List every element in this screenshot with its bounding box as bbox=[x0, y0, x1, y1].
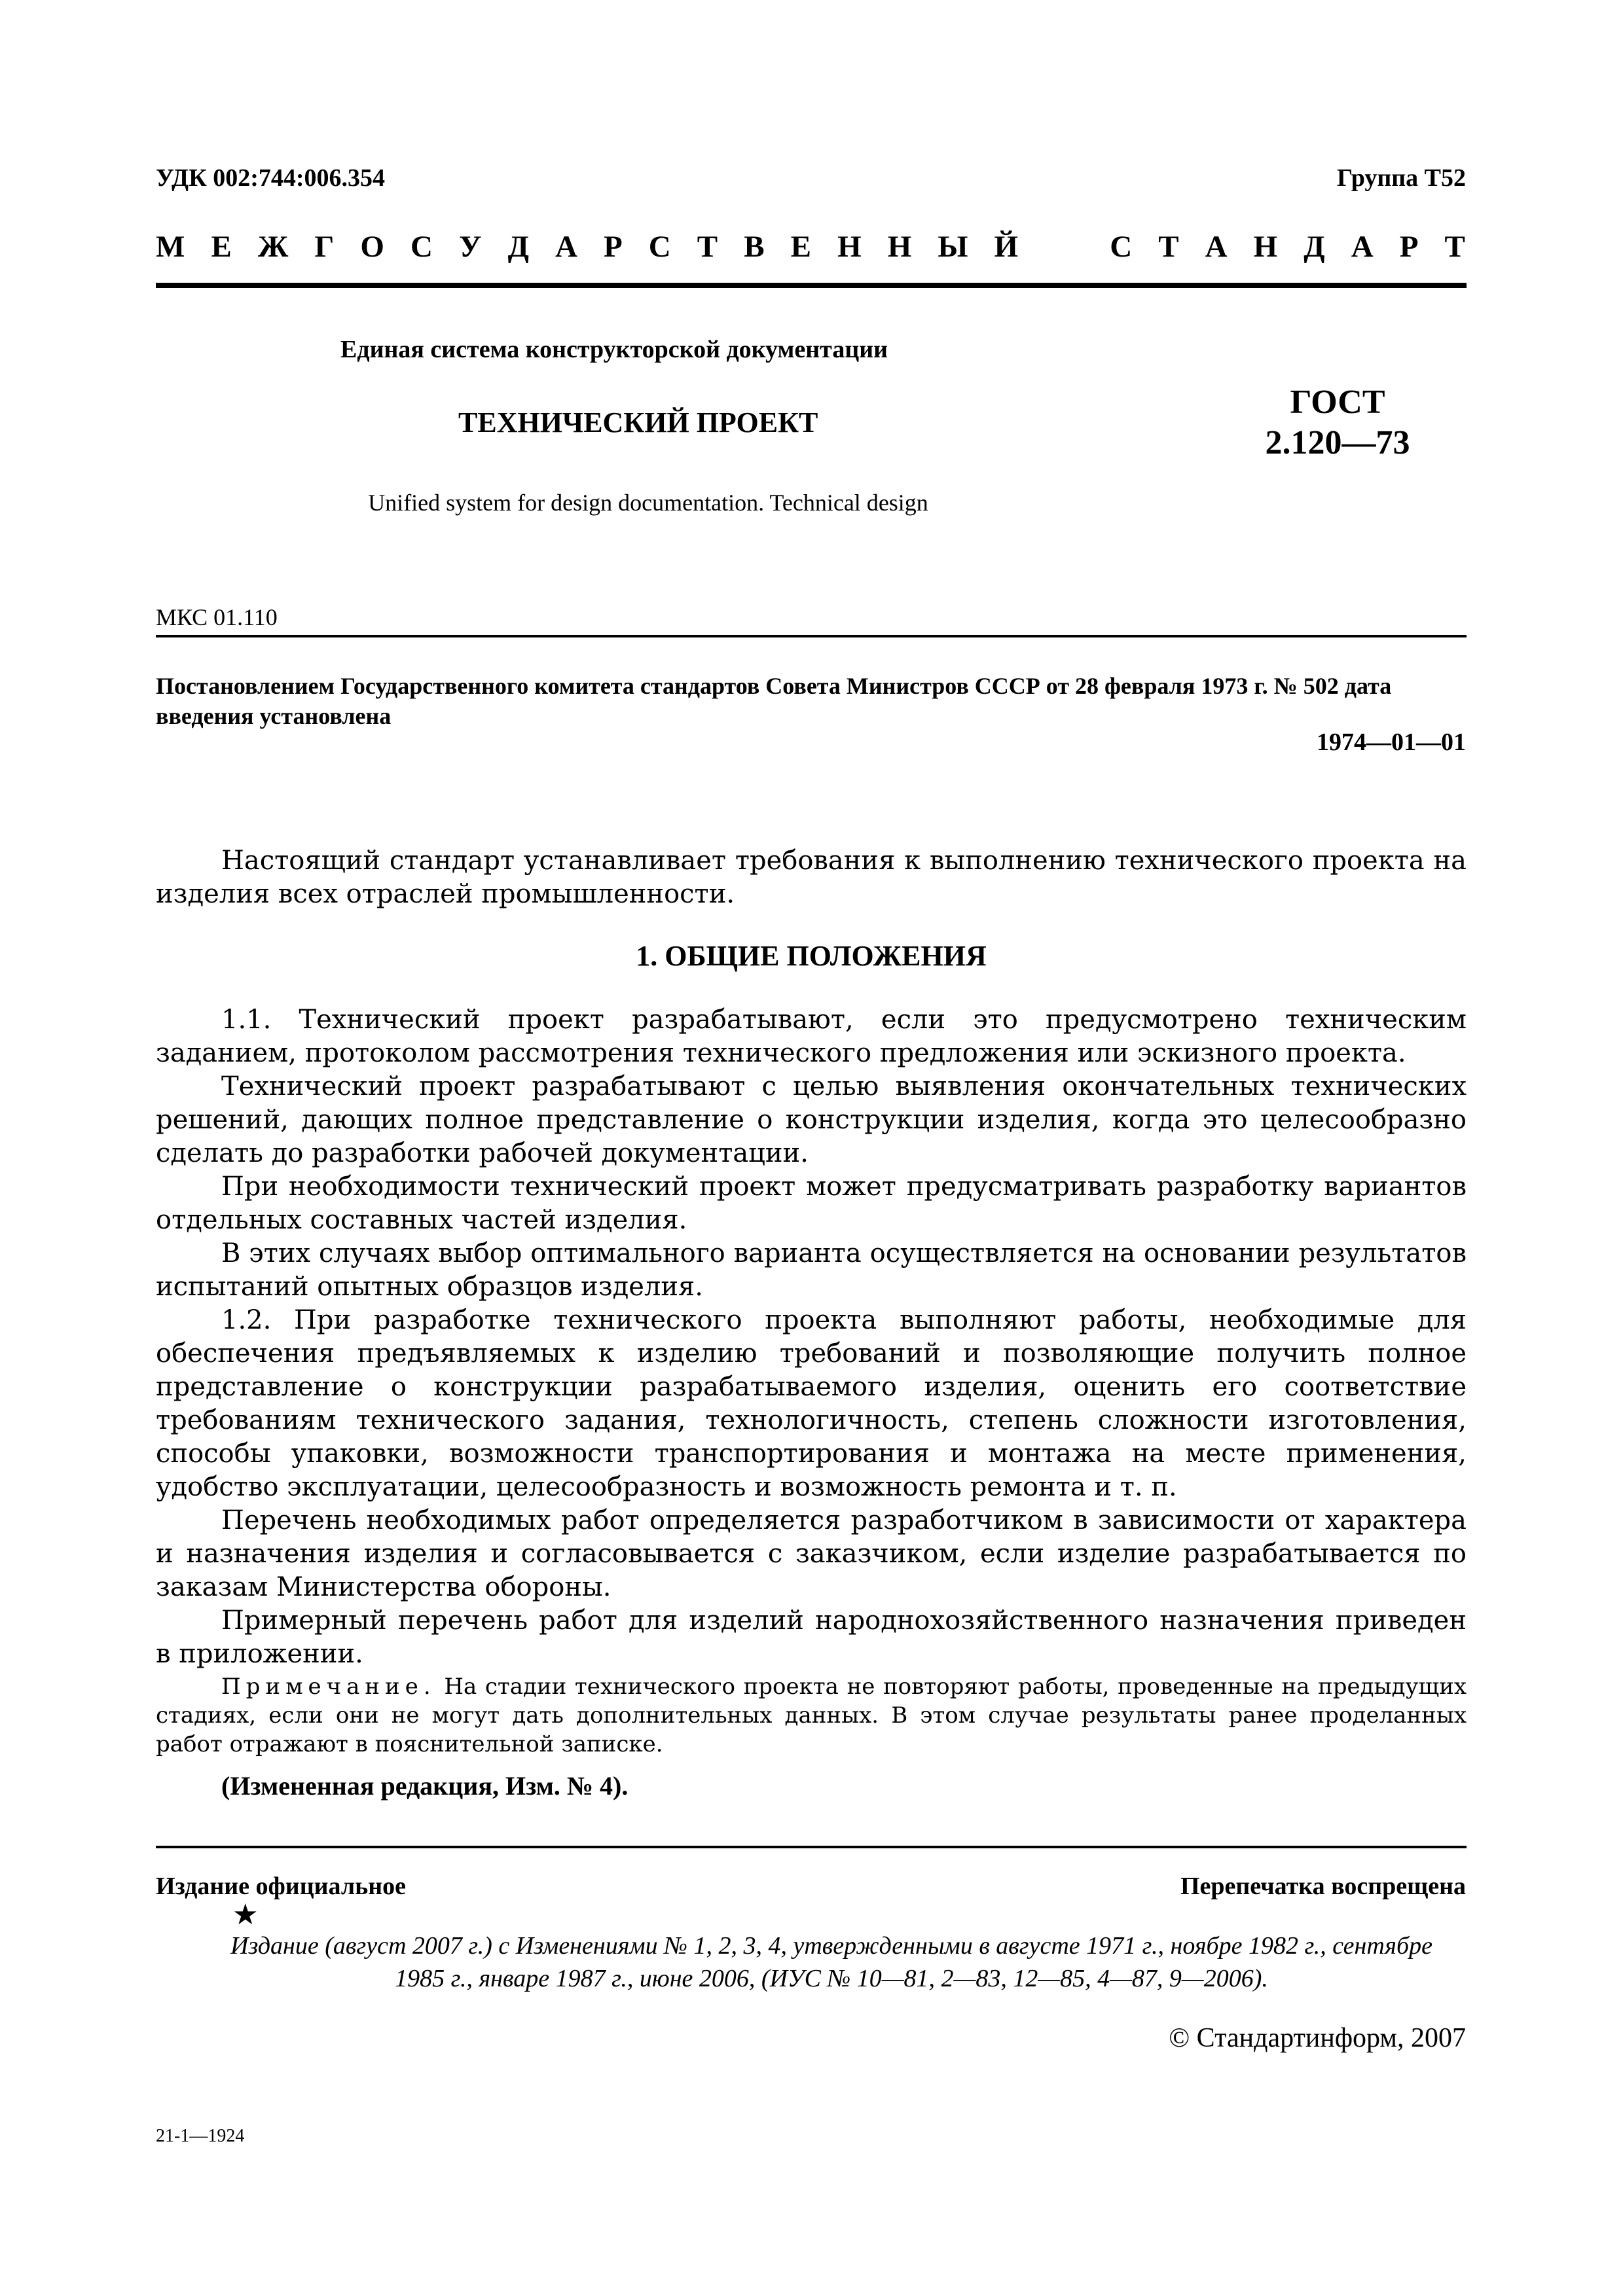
banner-letter: С bbox=[648, 230, 671, 264]
banner-letter: Й bbox=[994, 230, 1019, 264]
star-icon: ★ bbox=[232, 1899, 259, 1931]
reprint-prohibited-label: Перепечатка воспрещена bbox=[1180, 1873, 1466, 1900]
note-label: Примечание. bbox=[221, 1674, 436, 1700]
paragraph: Примерный перечень работ для изделий народнохозяйственного назначения приведен в приложении. bbox=[156, 1605, 1467, 1669]
banner-letter: С bbox=[410, 230, 433, 264]
banner-letter: У bbox=[459, 230, 482, 264]
banner-letter: Р bbox=[1399, 230, 1419, 264]
gost-label: ГОСТ bbox=[1290, 384, 1385, 421]
banner-letter: Т bbox=[1444, 230, 1465, 264]
banner-letter: Ы bbox=[938, 230, 968, 264]
document-title: ТЕХНИЧЕСКИЙ ПРОЕКТ bbox=[458, 406, 818, 439]
paragraph: Перечень необходимых работ определяется разработчиком в зависимости от характера и назначения изделия и согласовывается с заказчиком, если изделие разрабатывается по заказам Министерства обороны. bbox=[156, 1505, 1467, 1602]
paragraph: При необходимости технический проект может предусматривать разработку вариантов отдельных составных частей изделия. bbox=[156, 1172, 1467, 1235]
banner-letter: Р bbox=[604, 230, 623, 264]
banner-letter: Н bbox=[1253, 230, 1278, 264]
copyright-notice: © Стандартинформ, 2007 bbox=[1169, 2023, 1466, 2053]
banner-letter: В bbox=[744, 230, 765, 264]
note-text: На стадии технического проекта не повторяют работы, проведенные на предыдущих стадиях, если они не могут дать дополнительных данных. В этом случае результаты ранее проделанных работ отражают в пояснительной записке. bbox=[156, 1674, 1467, 1757]
banner-letter: Г bbox=[314, 230, 335, 264]
paragraph: Настоящий стандарт устанавливает требования к выполнению технического проекта на изделия всех отраслей промышленности. bbox=[156, 846, 1467, 909]
banner-letter: Д bbox=[507, 230, 529, 264]
banner-letter: А bbox=[555, 230, 577, 264]
eskd-subtitle: Единая система конструкторской документации bbox=[340, 336, 888, 363]
paragraph: 1.1. Технический проект разрабатывают, если это предусмотрено техническим заданием, протоколом рассмотрения технического предложения или эскизного проекта. bbox=[156, 1005, 1467, 1068]
print-code: 21-1—1924 bbox=[156, 2126, 245, 2146]
footer-rule bbox=[156, 1846, 1467, 1848]
banner-letter: Н bbox=[837, 230, 862, 264]
banner-letter: Д bbox=[1304, 230, 1325, 264]
intro-paragraph bbox=[156, 844, 1467, 911]
banner-letter: Е bbox=[211, 230, 232, 264]
section-heading: 1. ОБЩИЕ ПОЛОЖЕНИЯ bbox=[636, 940, 987, 972]
banner-letter: А bbox=[1205, 230, 1228, 264]
group-code: Группа Т52 bbox=[1336, 164, 1466, 192]
introduction-date: 1974—01—01 bbox=[1317, 728, 1466, 756]
banner-gap bbox=[1044, 229, 1084, 264]
banner-letter: О bbox=[360, 230, 384, 264]
interstate-standard-banner bbox=[156, 229, 1465, 264]
english-title: Unified system for design documentation. Technical design bbox=[368, 490, 928, 516]
gost-designation: 2.120—73 bbox=[1265, 424, 1410, 461]
banner-letter: С bbox=[1110, 230, 1133, 264]
banner-letter: Е bbox=[790, 230, 811, 264]
changed-edition-note: (Измененная редакция, Изм. № 4). bbox=[221, 1771, 629, 1801]
note-block bbox=[156, 1672, 1467, 1759]
top-rule bbox=[156, 283, 1467, 288]
decree-text: Постановлением Государственного комитета стандартов Совета Министров СССР от 28 февраля 1973 г. № 502 дата введения установлена bbox=[156, 673, 1392, 729]
banner-letter: А bbox=[1351, 230, 1374, 264]
udk-code: УДК 002:744:006.354 bbox=[156, 164, 386, 192]
banner-letter: Ж bbox=[257, 230, 289, 264]
gost-number bbox=[1223, 382, 1452, 463]
mks-rule bbox=[156, 635, 1467, 637]
banner-letter: Т bbox=[1158, 230, 1179, 264]
official-edition-label: Издание официальное bbox=[156, 1873, 407, 1900]
edition-history: Издание (август 2007 г.) с Изменениями № 1, 2, 3, 4, утвержденными в августе 1971 г., ноябре 1982 г., сентябре 1985 г., январе 1987 г., июне 2006, (ИУС № 10—81, 2—83, 12—85, 4—87, 9—2006). bbox=[230, 1932, 1432, 1992]
paragraph: В этих случаях выбор оптимального варианта осуществляется на основании результатов испытаний опытных образцов изделия. bbox=[156, 1238, 1467, 1302]
mks-code: МКС 01.110 bbox=[156, 604, 278, 630]
paragraph: 1.2. При разработке технического проекта выполняют работы, необходимые для обеспечения предъявляемых к изделию требований и позволяющие получить полное представление о конструкции разрабатываемого изделия, оценить его соответствие требованиям технического задания, технологичность, степень сложности изготовления, способы упаковки, возможности транспортирования и монтажа на месте применения, удобство эксплуатации, целесообразность и возможность ремонта и т. п. bbox=[156, 1305, 1467, 1502]
banner-letter: Т bbox=[697, 230, 718, 264]
section-body bbox=[156, 1003, 1467, 1671]
banner-letter: М bbox=[156, 230, 185, 264]
paragraph: Технический проект разрабатывают с целью выявления окончательных технических решений, дающих полное представление о конструкции изделия, когда это целесообразно сделать до разработки рабочей документации. bbox=[156, 1071, 1467, 1168]
banner-letter: Н bbox=[887, 230, 912, 264]
